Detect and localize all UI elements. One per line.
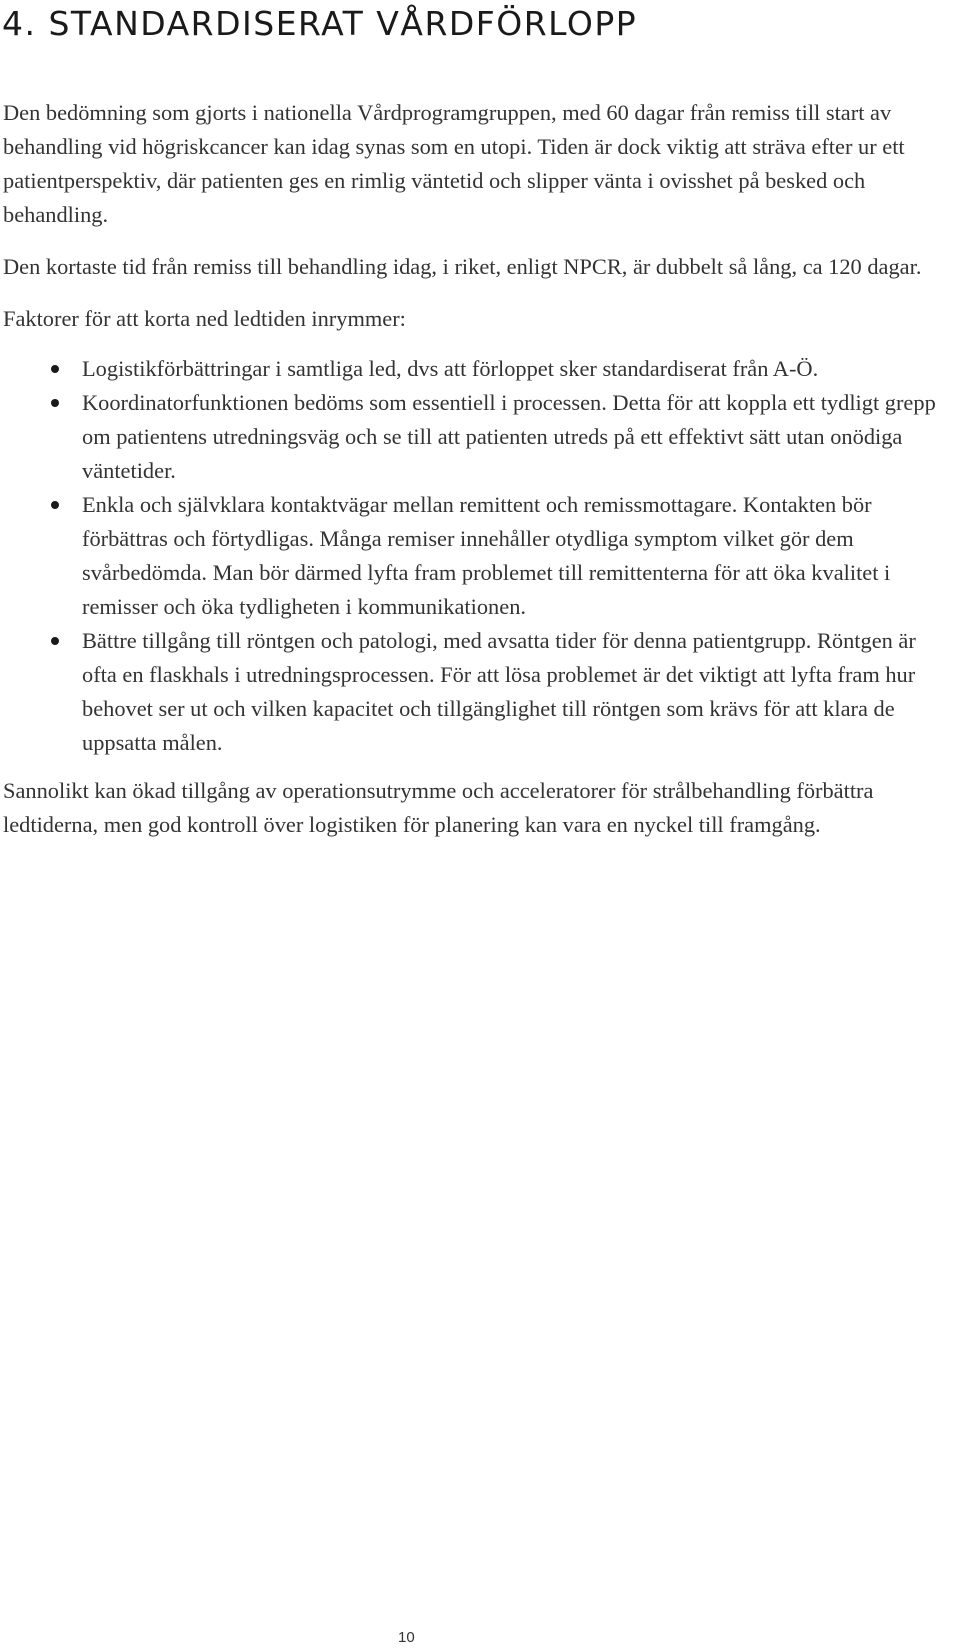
list-item (3, 386, 953, 488)
section-body (3, 96, 953, 860)
bullet-icon (51, 399, 59, 407)
bullet-icon (51, 365, 59, 373)
section-heading: 4. STANDARDISERAT VÅRDFÖRLOPP (2, 4, 638, 43)
paragraph-factors-lead: Faktorer för att korta ned ledtiden inrymmer: (3, 306, 406, 331)
paragraph-closing: Sannolikt kan ökad tillgång av operationsutrymme och acceleratorer för strålbehandling förbättra ledtiderna, men god kontroll över logistiken för planering kan vara en nyckel till framgång. (3, 778, 874, 837)
page-number: 10 (398, 1629, 415, 1646)
bullet-icon (51, 637, 59, 645)
paragraph-npcr: Den kortaste tid från remiss till behandling idag, i riket, enligt NPCR, är dubbelt så lång, ca 120 dagar. (3, 254, 922, 279)
list-item (3, 624, 953, 760)
list-item (3, 352, 953, 386)
list-item-text: Bättre tillgång till röntgen och patologi, med avsatta tider för denna patientgrupp. Röntgen är ofta en flaskhals i utredningsprocessen. För att lösa problemet är det viktigt att lyfta fram hur behovet ser ut och vilken kapacitet och tillgänglighet till röntgen som krävs för att klara de uppsatta målen. (82, 628, 916, 755)
factors-list (3, 352, 953, 760)
list-item-text: Logistikförbättringar i samtliga led, dvs att förloppet sker standardiserat från A-Ö. (82, 356, 819, 381)
list-item-text: Enkla och självklara kontaktvägar mellan remittent och remissmottagare. Kontakten bör förbättras och förtydligas. Många remiser innehåller otydliga symptom vilket gör dem svårbedömda. Man bör därmed lyfta fram problemet till remittenterna för att öka kvalitet i remisser och öka tydligheten i kommunikationen. (82, 492, 891, 619)
paragraph-intro: Den bedömning som gjorts i nationella Vårdprogramgruppen, med 60 dagar från remiss till start av behandling vid högriskcancer kan idag synas som en utopi. Tiden är dock viktig att sträva efter ur ett patientperspektiv, där patienten ges en rimlig väntetid och slipper vänta i ovisshet på besked och behandling. (3, 100, 905, 227)
list-item (3, 488, 953, 624)
list-item-text: Koordinatorfunktionen bedöms som essentiell i processen. Detta för att koppla ett tydligt grepp om patientens utredningsväg och se till att patienten utreds på ett effektivt sätt utan onödiga väntetider. (82, 390, 936, 483)
bullet-icon (51, 501, 59, 509)
